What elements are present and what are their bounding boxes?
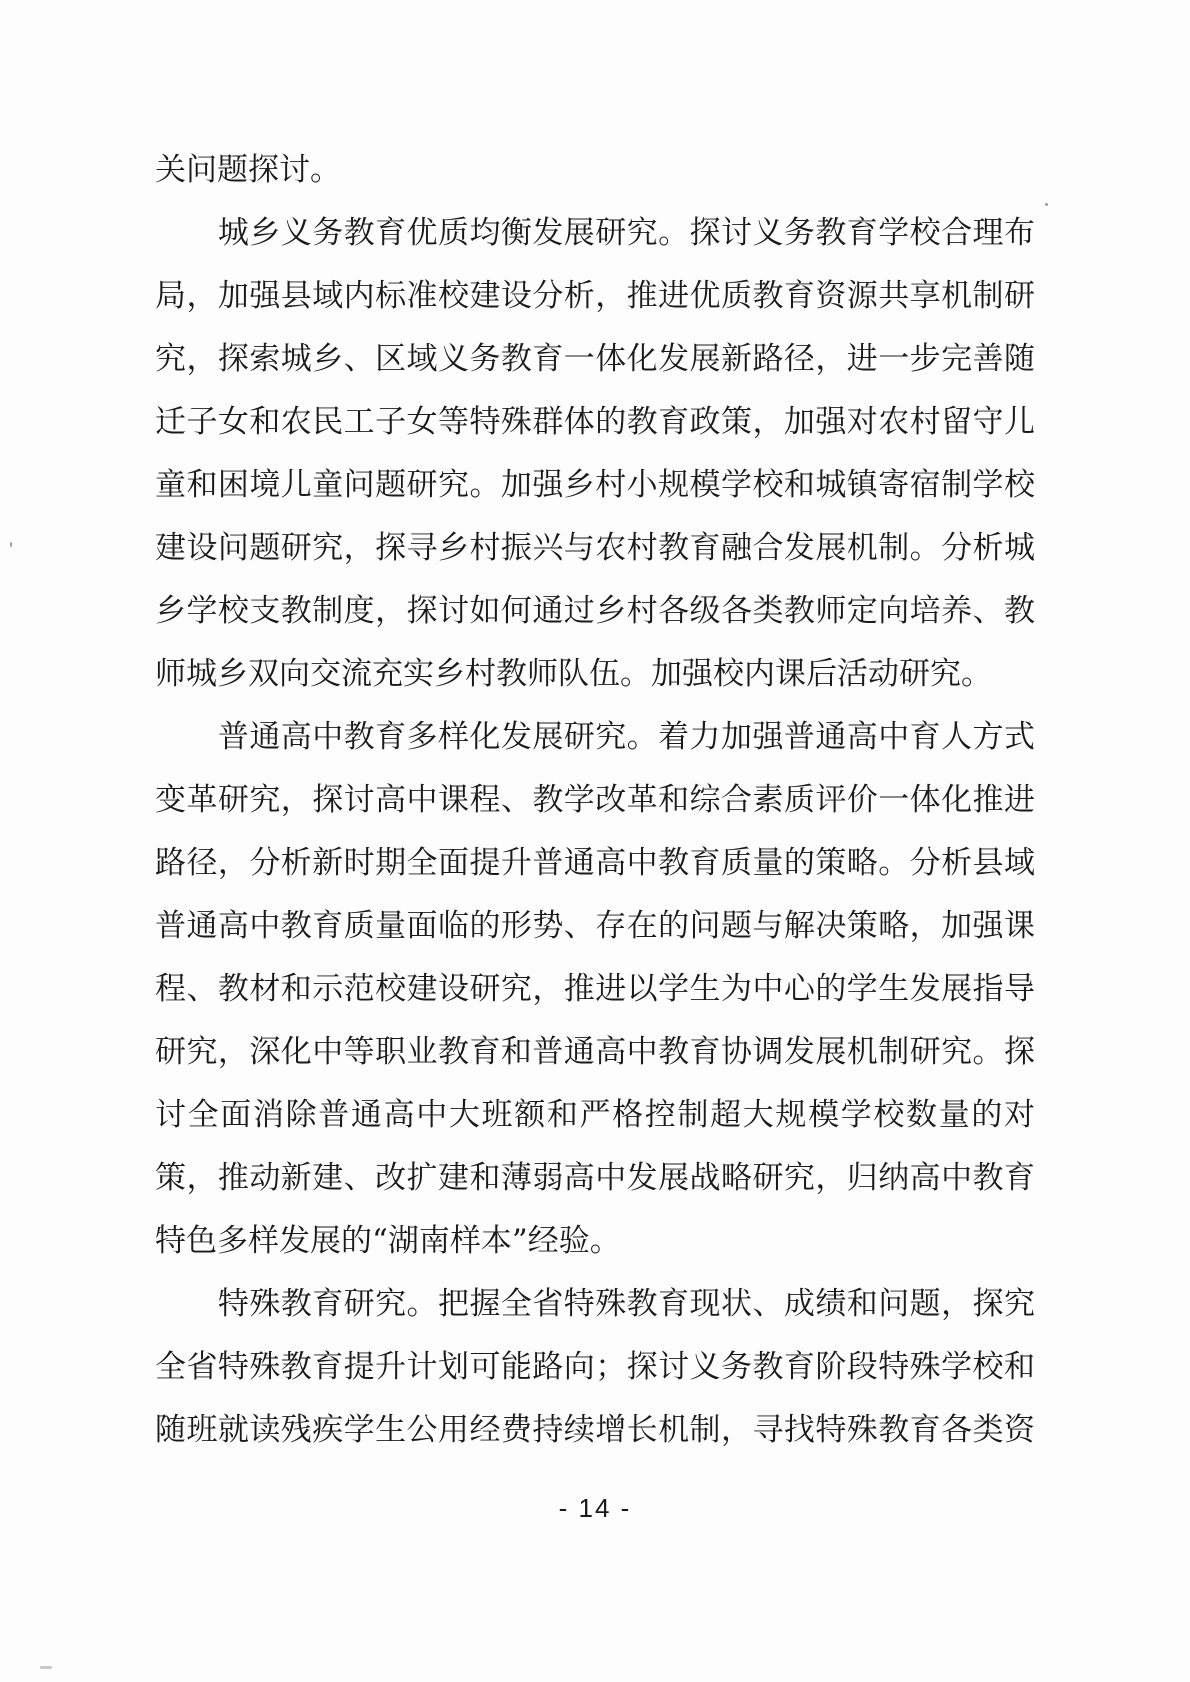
scan-speck xyxy=(10,542,12,547)
text-line: 程、教材和示范校建设研究，推进以学生为中心的学生发展指导 xyxy=(155,971,1035,1007)
text-line: 建设问题研究，探寻乡村振兴与农村教育融合发展机制。分析城 xyxy=(155,530,1035,566)
text-line: 城乡义务教育优质均衡发展研究。探讨义务教育学校合理布 xyxy=(155,215,1035,251)
text-line: 师城乡双向交流充实乡村教师队伍。加强校内课后活动研究。 xyxy=(155,656,992,692)
text-line: 全省特殊教育提升计划可能路向；探讨义务教育阶段特殊学校和 xyxy=(155,1349,1035,1385)
text-line: 普通高中教育质量面临的形势、存在的问题与解决策略，加强课 xyxy=(155,908,1035,944)
text-line: 童和困境儿童问题研究。加强乡村小规模学校和城镇寄宿制学校 xyxy=(155,467,1035,503)
text-line: 路径，分析新时期全面提升普通高中教育质量的策略。分析县域 xyxy=(155,845,1035,881)
text-line: 讨全面消除普通高中大班额和严格控制超大规模学校数量的对 xyxy=(155,1097,1035,1133)
text-line: 研究，深化中等职业教育和普通高中教育协调发展机制研究。探 xyxy=(155,1034,1035,1070)
text-line: 随班就读残疾学生公用经费持续增长机制，寻找特殊教育各类资 xyxy=(155,1412,1035,1448)
text-line: 乡学校支教制度，探讨如何通过乡村各级各类教师定向培养、教 xyxy=(155,593,1035,629)
scan-speck xyxy=(40,1666,52,1669)
text-line: 迁子女和农民工子女等特殊群体的教育政策，加强对农村留守儿 xyxy=(155,404,1035,440)
text-line: 局，加强县域内标准校建设分析，推进优质教育资源共享机制研 xyxy=(155,278,1035,314)
text-line: 关问题探讨。 xyxy=(155,152,341,188)
text-line: 普通高中教育多样化发展研究。着力加强普通高中育人方式 xyxy=(155,719,1035,755)
scan-speck xyxy=(1045,203,1048,206)
text-line: 变革研究，探讨高中课程、教学改革和综合素质评价一体化推进 xyxy=(155,782,1035,818)
text-line: 策，推动新建、改扩建和薄弱高中发展战略研究，归纳高中教育 xyxy=(155,1160,1035,1196)
page-number: - 14 - xyxy=(558,1493,632,1523)
text-line: 特色多样发展的“湖南样本”经验。 xyxy=(155,1223,621,1259)
text-line: 特殊教育研究。把握全省特殊教育现状、成绩和问题，探究 xyxy=(155,1286,1035,1322)
text-line: 究，探索城乡、区域义务教育一体化发展新路径，进一步完善随 xyxy=(155,341,1035,377)
